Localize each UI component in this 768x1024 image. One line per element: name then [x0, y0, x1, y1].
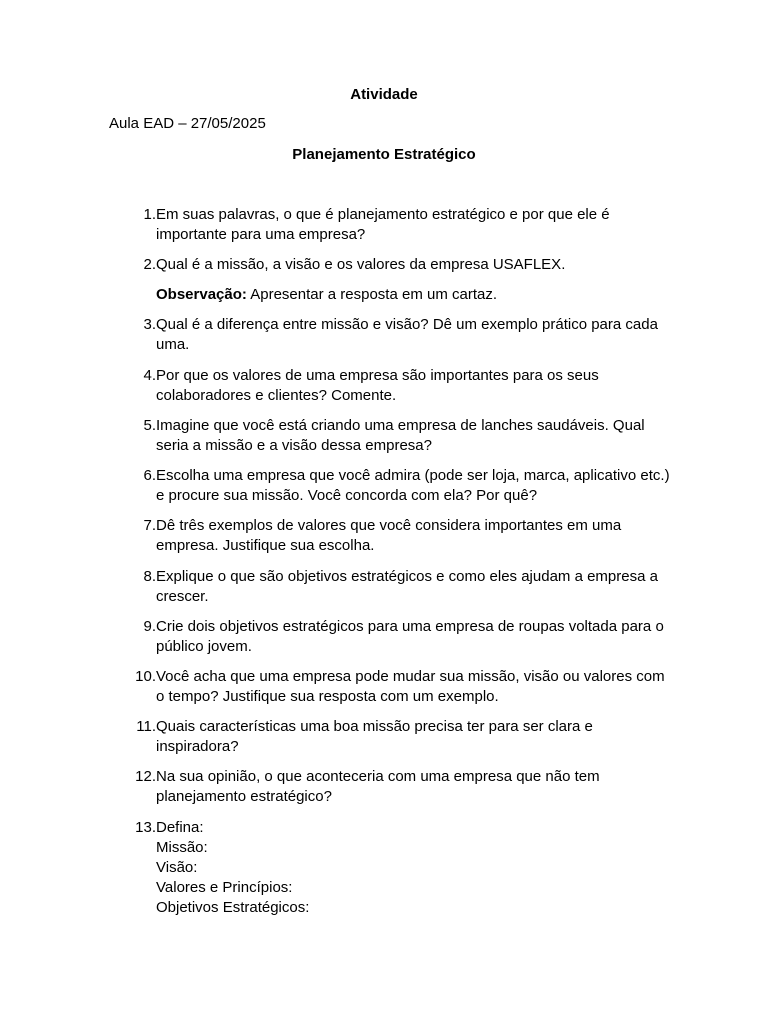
question-item — [131, 516, 671, 557]
question-text: Explique o que são objetivos estratégicos e como eles ajudam a empresa a crescer. — [156, 568, 658, 606]
observation-text: Apresentar a resposta em um cartaz. — [246, 286, 498, 303]
question-number: 8. — [143, 568, 156, 585]
question-item — [131, 255, 671, 275]
observation-note — [156, 285, 676, 305]
question-number: 7. — [143, 517, 156, 534]
question-text: Na sua opinião, o que aconteceria com uma empresa que não tem planejamento estratégico? — [156, 768, 600, 806]
question-number: 5. — [143, 417, 156, 434]
question-item — [131, 617, 671, 658]
question-number: 2. — [143, 256, 156, 273]
question-text: Em suas palavras, o que é planejamento estratégico e por que ele é importante para uma empresa? — [156, 206, 610, 244]
definition-valores: Valores e Princípios: — [156, 879, 293, 897]
question-number: 12. — [135, 768, 156, 785]
class-date-line: Aula EAD – 27/05/2025 — [109, 115, 266, 132]
question-item — [131, 667, 671, 708]
question-item — [131, 416, 671, 457]
question-text: Crie dois objetivos estratégicos para uma empresa de roupas voltada para o público jovem. — [156, 618, 664, 656]
document-title: Atividade — [350, 86, 418, 103]
question-item — [131, 767, 671, 808]
question-item — [131, 366, 671, 407]
definition-objetivos: Objetivos Estratégicos: — [156, 899, 310, 917]
definition-visao: Visão: — [156, 859, 198, 877]
question-text: Por que os valores de uma empresa são importantes para os seus colaboradores e clientes? Comente. — [156, 367, 599, 405]
question-item — [131, 717, 671, 758]
question-item — [131, 315, 671, 356]
definition-missao: Missão: — [156, 839, 208, 857]
question-text: Qual é a missão, a visão e os valores da empresa USAFLEX. — [156, 256, 566, 273]
question-number: 9. — [143, 618, 156, 635]
question-text: Escolha uma empresa que você admira (pode ser loja, marca, aplicativo etc.) e procure sua missão. Você concorda com ela? Por quê? — [156, 467, 670, 505]
question-text: Defina: — [156, 819, 204, 836]
definitions-list — [156, 838, 671, 918]
question-text: Qual é a diferença entre missão e visão? Dê um exemplo prático para cada uma. — [156, 316, 658, 354]
question-text: Você acha que uma empresa pode mudar sua missão, visão ou valores com o tempo? Justifique sua resposta com um exemplo. — [156, 668, 665, 706]
question-number: 4. — [143, 367, 156, 384]
document-subject: Planejamento Estratégico — [292, 146, 476, 163]
question-number: 13. — [135, 819, 156, 836]
question-text: Dê três exemplos de valores que você considera importantes em uma empresa. Justifique sua escolha. — [156, 517, 622, 555]
question-number: 6. — [143, 467, 156, 484]
question-number: 10. — [135, 668, 156, 685]
question-item — [131, 466, 671, 507]
question-number: 11. — [136, 718, 156, 735]
question-number: 3. — [143, 316, 156, 333]
question-item — [131, 818, 671, 918]
question-item — [131, 205, 671, 246]
question-item — [131, 567, 671, 608]
observation-label: Observação: — [156, 286, 247, 303]
question-text: Quais características uma boa missão precisa ter para ser clara e inspiradora? — [156, 718, 593, 756]
question-number: 1. — [143, 206, 156, 223]
question-text: Imagine que você está criando uma empresa de lanches saudáveis. Qual seria a missão e a visão dessa empresa? — [156, 417, 645, 455]
